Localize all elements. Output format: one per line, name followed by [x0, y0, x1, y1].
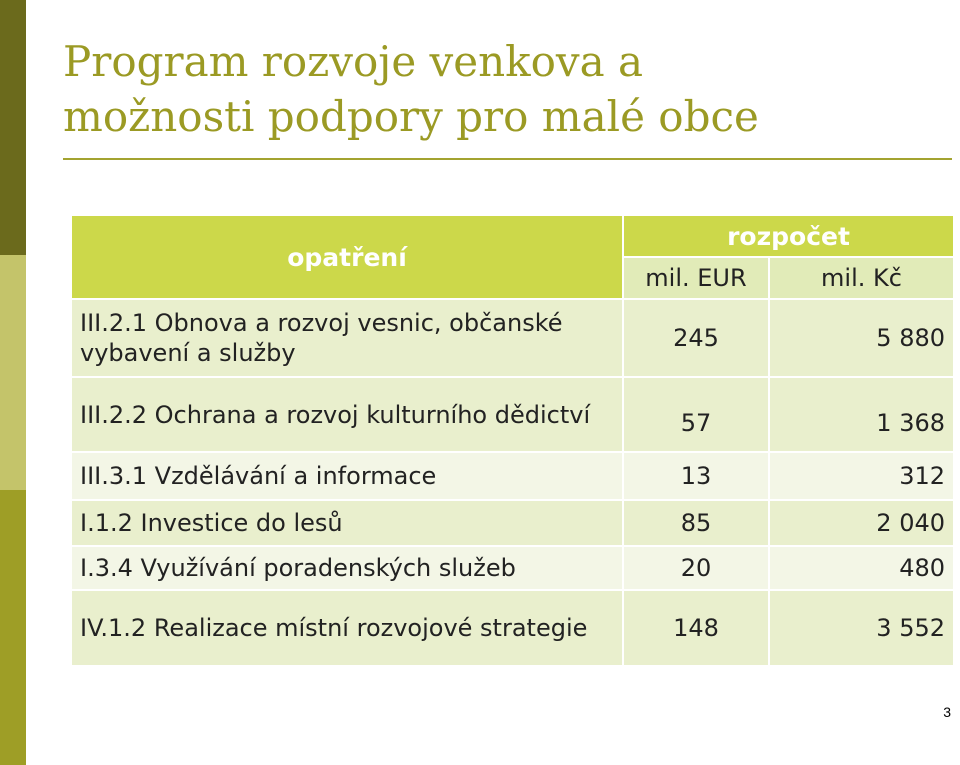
- title-divider: [63, 158, 952, 160]
- table-row: [71, 590, 954, 666]
- measure-cell: III.2.1 Obnova a rozvoj vesnic, občanské vybavení a služby: [71, 299, 623, 377]
- page-number: 3: [943, 704, 951, 720]
- header-rozpocet: rozpočet: [623, 215, 954, 257]
- czk-cell: 1 368: [769, 377, 954, 452]
- side-bar-dark: [0, 0, 26, 255]
- side-bar-mid: [0, 490, 26, 765]
- eur-cell: 245: [623, 299, 769, 377]
- slide-title-line1: Program rozvoje venkova a: [63, 37, 644, 86]
- czk-cell: 480: [769, 546, 954, 590]
- table-row: [71, 500, 954, 546]
- czk-cell: 3 552: [769, 590, 954, 666]
- czk-cell: 312: [769, 452, 954, 500]
- eur-cell: 148: [623, 590, 769, 666]
- slide-title: [63, 34, 943, 144]
- measure-cell: III.2.2 Ochrana a rozvoj kulturního dědictví: [71, 377, 623, 452]
- header-opatreni: opatření: [71, 215, 623, 299]
- side-bar-light: [0, 255, 26, 490]
- subheader-eur: mil. EUR: [623, 257, 769, 299]
- eur-cell: 57: [623, 377, 769, 452]
- measure-cell: III.3.1 Vzdělávání a informace: [71, 452, 623, 500]
- budget-table: [70, 214, 955, 667]
- czk-cell: 5 880: [769, 299, 954, 377]
- measure-cell: IV.1.2 Realizace místní rozvojové strategie: [71, 590, 623, 666]
- subheader-czk: mil. Kč: [769, 257, 954, 299]
- table-row: [71, 377, 954, 452]
- czk-cell: 2 040: [769, 500, 954, 546]
- table-row: [71, 299, 954, 377]
- eur-cell: 85: [623, 500, 769, 546]
- eur-cell: 20: [623, 546, 769, 590]
- measure-cell: I.1.2 Investice do lesů: [71, 500, 623, 546]
- table-row: [71, 452, 954, 500]
- slide-title-line2: možnosti podpory pro malé obce: [63, 92, 759, 141]
- measure-cell: I.3.4 Využívání poradenských služeb: [71, 546, 623, 590]
- eur-cell: 13: [623, 452, 769, 500]
- table-row: [71, 546, 954, 590]
